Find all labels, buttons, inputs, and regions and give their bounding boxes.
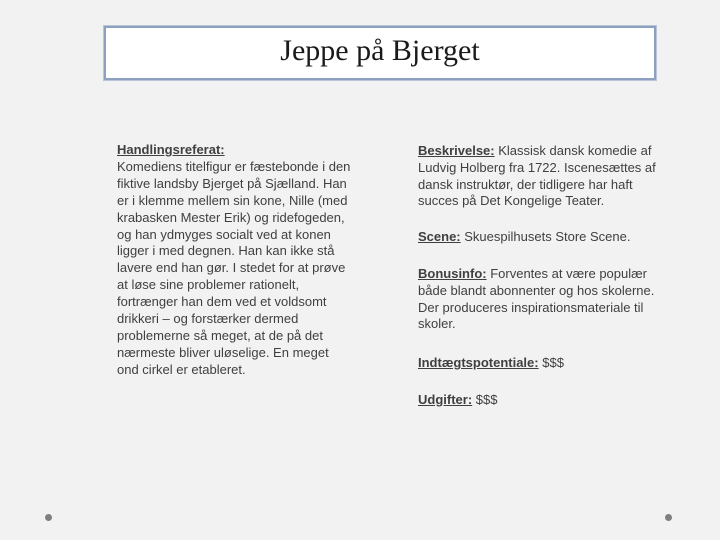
details-column: [418, 143, 663, 426]
bonus-text: Forventes at være populær både blandt abonnenter og hos skolerne. Der produceres inspirationsmateriale til skoler.: [418, 265, 655, 332]
description-label: Beskrivelse:: [418, 143, 495, 158]
scene-text: Skuespilhusets Store Scene.: [464, 229, 631, 245]
revenue-text: $$$: [542, 355, 564, 371]
revenue-label: Indtægtspotentiale:: [418, 355, 539, 371]
description-text: Klassisk dansk komedie af Ludvig Holberg fra 1722. Iscenesættes af dansk instruktør, der tidligere har haft succes på Det Kongelige Teater.: [418, 143, 656, 209]
expenses-label: Udgifter:: [418, 391, 473, 407]
plot-summary-column: [117, 142, 352, 379]
bonus-paragraph: [418, 266, 663, 333]
bonus-label: Bonusinfo:: [418, 265, 487, 281]
slide-title: Jeppe på Bjerget: [280, 34, 480, 67]
bottom-right-dot: [665, 514, 672, 521]
description-paragraph: [418, 143, 663, 210]
bottom-left-dot: [45, 514, 52, 521]
plot-summary-label: Handlingsreferat:: [117, 142, 225, 157]
title-box: [104, 26, 656, 80]
plot-summary-text: Komediens titelfigur er fæstebonde i den fiktive landsby Bjerget på Sjælland. Han er i klemme mellem sin kone, Nille (med krabasken Mester Erik) og ridefogeden, og han ydmyges socialt ved at konen ligger i med degnen. Han kan ikke stå lavere end han gør. I stedet for at prøve at løse sine problemer rationelt, fortrænger han dem ved et voldsomt drikkeri – og forstærker dermed problemerne så meget, at de på det nærmeste bliver uløselige. En meget ond cirkel er etableret.: [117, 158, 351, 377]
scene-paragraph: [418, 229, 663, 246]
expenses-paragraph: [418, 392, 663, 409]
scene-label: Scene:: [418, 229, 461, 245]
expenses-text: $$$: [475, 391, 498, 407]
revenue-paragraph: [418, 355, 663, 372]
